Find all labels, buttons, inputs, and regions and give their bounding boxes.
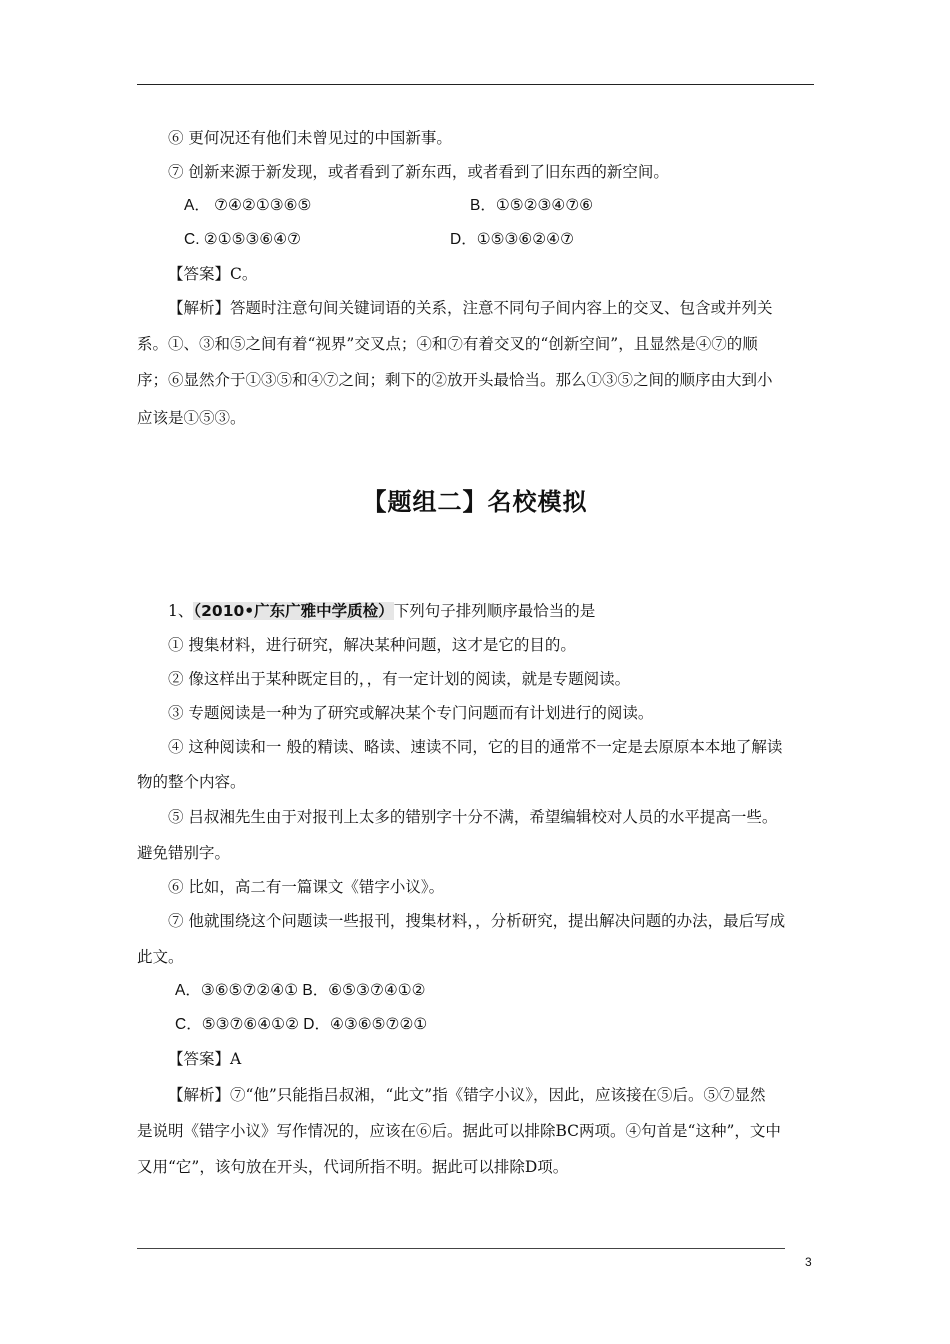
sentence-6: ⑥ 更何况还有他们未曾见过的中国新事。 — [168, 129, 452, 147]
sentence-7: ⑦ 创新来源于新发现，或者看到了新东西，或者看到了旧东西的新空间。 — [168, 163, 669, 181]
question-number: 1、 — [168, 602, 194, 620]
analysis-line: 应该是①⑤③。 — [137, 409, 246, 427]
q1-sentence-3: ③ 专题阅读是一种为了研究或解决某个专门问题而有计划进行的阅读。 — [168, 704, 654, 722]
q1-sentence-7: ⑦ 他就围绕这个问题读一些报刊，搜集材料，，分析研究，提出解决问题的办法，最后写成 — [168, 912, 786, 930]
question-1-stem — [168, 601, 848, 621]
analysis-line: 【解析】答题时注意句间关键词语的关系，注意不同句子间内容上的交叉、包含或并列关 — [168, 299, 773, 317]
analysis-line: 系。①、③和⑤之间有着“视界”交叉点；④和⑦有着交叉的“创新空间”，且显然是④⑦的顺 — [137, 335, 758, 353]
question-prompt: 下列句子排列顺序最恰当的是 — [393, 602, 596, 620]
q1-analysis-line: 又用“它”，该句放在开头，代词所指不明。据此可以排除D项。 — [137, 1158, 569, 1176]
q1-options-cd: C．⑤③⑦⑥④①② D．④③⑥⑤⑦②① — [175, 1016, 428, 1033]
page-number: 3 — [805, 1255, 812, 1269]
q1-sentence-4-cont: 物的整个内容。 — [137, 773, 246, 791]
option-a: A． ⑦④②①③⑥⑤ — [184, 197, 312, 214]
q1-sentence-7-cont: 此文。 — [137, 948, 184, 966]
analysis-line: 序；⑥显然介于①③⑤和④⑦之间；剩下的②放开头最恰当。那么①③⑤之间的顺序由大到小 — [137, 371, 773, 389]
q1-analysis-line: 【解析】⑦“他”只能指吕叔湘，“此文”指《错字小议》，因此，应该接在⑤后。⑤⑦显然 — [168, 1086, 766, 1104]
option-b: B．①⑤②③④⑦⑥ — [470, 197, 594, 214]
q1-sentence-5: ⑤ 吕叔湘先生由于对报刊上太多的错别字十分不满，希望编辑校对人员的水平提高一些。 — [168, 808, 778, 826]
q1-answer: 【答案】A — [168, 1050, 242, 1068]
q1-sentence-1: ① 搜集材料，进行研究，解决某种问题，这才是它的目的。 — [168, 636, 576, 654]
header-rule — [137, 84, 814, 85]
q1-sentence-4: ④ 这种阅读和一 般的精读、略读、速读不同，它的目的通常不一定是去原原本本地了解读 — [168, 738, 783, 756]
q1-sentence-2: ② 像这样出于某种既定目的，，有一定计划的阅读，就是专题阅读。 — [168, 670, 631, 688]
q1-analysis-line: 是说明《错字小议》写作情况的，应该在⑥后。据此可以排除BC两项。④句首是“这种”，文中 — [137, 1122, 781, 1140]
option-d: D．①⑤③⑥②④⑦ — [450, 231, 574, 248]
footer-rule — [137, 1248, 785, 1249]
answer: 【答案】C。 — [168, 265, 258, 283]
q1-sentence-5-cont: 避免错别字。 — [137, 844, 231, 862]
q1-sentence-6: ⑥ 比如，高二有一篇课文《错字小议》。 — [168, 878, 445, 896]
question-source: （2010•广东广雅中学质检） — [193, 602, 394, 620]
q1-options-ab: A．③⑥⑤⑦②④① B．⑥⑤③⑦④①② — [175, 982, 426, 999]
option-c: C. ②①⑤③⑥④⑦ — [184, 231, 302, 248]
section-heading: 【题组二】名校模拟 — [362, 488, 588, 516]
